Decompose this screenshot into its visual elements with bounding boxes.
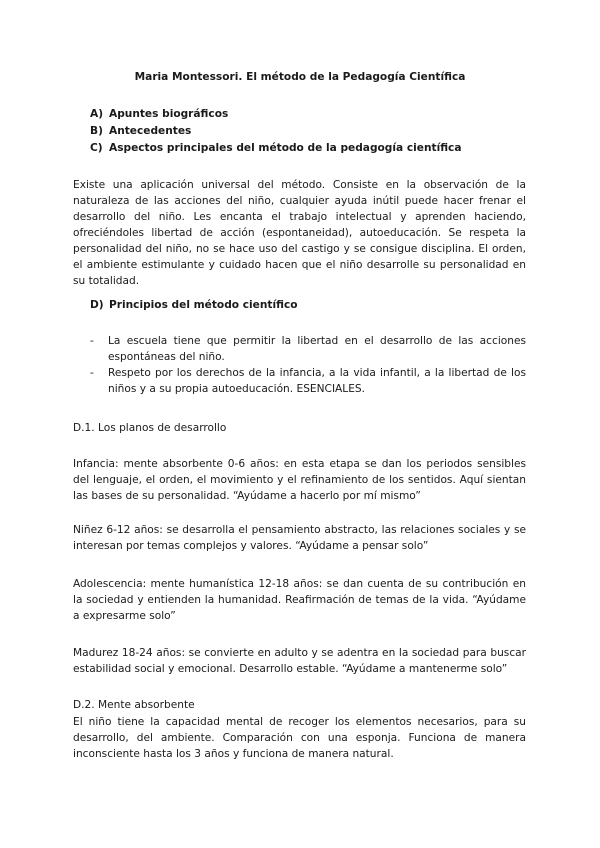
principle-item [90, 365, 526, 397]
bullet-dash: - [90, 367, 94, 379]
plane-infancia-paragraph: Infancia: mente absorbente 0-6 años: en esta etapa se dan los periodos sensibles del lenguaje, el orden, el movimiento y el refinamiento de los sentidos. Aquí sientan las bases de su personalidad. “Ayúdame a hacerlo por mí mismo” [73, 458, 526, 502]
section-label: Apuntes biográficos [109, 108, 229, 120]
d2-heading: D.2. Mente absorbente [73, 699, 195, 711]
principle-text: La escuela tiene que permitir la libertad en el desarrollo de las acciones espontáneas del niño. [108, 335, 526, 363]
section-label: Antecedentes [109, 125, 192, 137]
d1-heading: D.1. Los planos de desarrollo [73, 422, 227, 434]
plane-madurez-paragraph: Madurez 18-24 años: se convierte en adulto y se adentra en la sociedad para buscar estabilidad social y emocional. Desarrollo estable. “Ayúdame a mantenerme solo” [73, 647, 526, 675]
section-item-b [90, 123, 461, 140]
principle-item [90, 333, 526, 365]
section-item-a [90, 106, 461, 123]
document-title: Maria Montessori. El método de la Pedagogía Científica [134, 71, 466, 83]
principles-list [90, 333, 526, 397]
section-list [90, 106, 461, 157]
section-letter: A) [90, 108, 104, 120]
section-letter: B) [90, 125, 103, 137]
section-label: Aspectos principales del método de la pedagogía científica [109, 142, 462, 154]
plane-ninez-paragraph: Niñez 6-12 años: se desarrolla el pensamiento abstracto, las relaciones sociales y se interesan por temas complejos y valores. “Ayúdame a pensar solo” [73, 524, 526, 552]
section-d-heading [90, 297, 298, 313]
principle-text: Respeto por los derechos de la infancia, a la vida infantil, a la libertad de los niños y a su propia autoeducación. ESENCIALES. [108, 367, 526, 395]
section-letter: D) [90, 299, 104, 311]
d2-paragraph: El niño tiene la capacidad mental de recoger los elementos necesarios, para su desarrollo, del ambiente. Comparación con una esponja. Funciona de manera inconsciente hasta los 3 años y funciona de manera natural. [73, 716, 526, 760]
plane-adolescencia-paragraph: Adolescencia: mente humanística 12-18 años: se dan cuenta de su contribución en la sociedad y entienden la humanidad. Reafirmación de temas de la vida. “Ayúdame a expresarme solo” [73, 578, 526, 622]
bullet-dash: - [90, 335, 94, 347]
intro-paragraph: Existe una aplicación universal del método. Consiste en la observación de la naturaleza de las acciones del niño, cualquier ayuda inútil puede hacer frenar el desarrollo del niño. Les encanta el trabajo intelectual y aprenden haciendo, ofreciéndoles libertad de acción (espontaneidad), autoeducación. Se respeta la personalidad del niño, no se hace uso del castigo y se consigue disciplina. El orden, el ambiente estimulante y cuidado hacen que el niño desarrolle su personalidad en su totalidad. [73, 179, 526, 287]
section-letter: C) [90, 142, 103, 154]
section-item-c [90, 140, 461, 157]
section-label: Principios del método científico [109, 299, 298, 311]
